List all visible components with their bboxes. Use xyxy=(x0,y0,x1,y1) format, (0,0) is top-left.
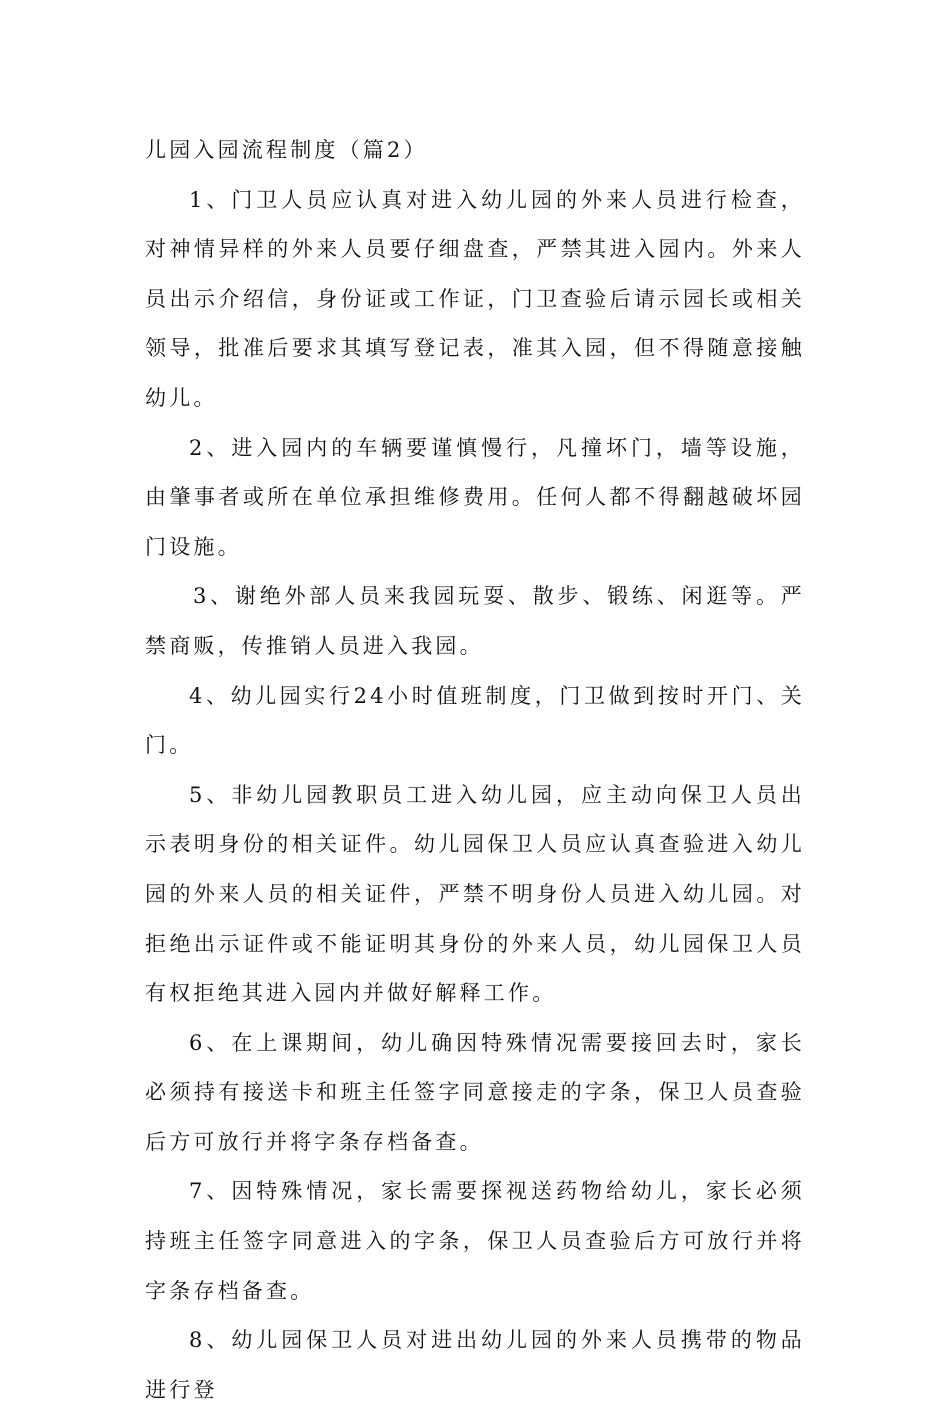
paragraph-1: 1、门卫人员应认真对进入幼儿园的外来人员进行检查，对神情异样的外来人员要仔细盘查，严禁其进入园内。外来人员出示介绍信，身份证或工作证，门卫查验后请示园长或相关领导，批准后要求其填写登记表，准其入园，但不得随意接触幼儿。 xyxy=(145,187,805,410)
paragraph-3: 3、谢绝外部人员来我园玩耍、散步、锻练、闲逛等。严禁商贩，传推销人员进入我园。 xyxy=(145,584,805,658)
document-body xyxy=(145,126,805,1415)
paragraph-4: 4、幼儿园实行24小时值班制度，门卫做到按时开门、关门。 xyxy=(145,683,805,758)
paragraph-6: 6、在上课期间，幼儿确因特殊情况需要接回去时，家长必须持有接送卡和班主任签字同意接走的字条，保卫人员查验后方可放行并将字条存档备查。 xyxy=(145,1030,805,1154)
paragraph-5: 5、非幼儿园教职员工进入幼儿园，应主动向保卫人员出示表明身份的相关证件。幼儿园保卫人员应认真查验进入幼儿园的外来人员的相关证件，严禁不明身份人员进入幼儿园。对拒绝出示证件或不能证明其身份的外来人员，幼儿园保卫人员有权拒绝其进入园内并做好解释工作。 xyxy=(145,782,805,1006)
paragraph-7: 7、因特殊情况，家长需要探视送药物给幼儿，家长必须持班主任签字同意进入的字条，保卫人员查验后方可放行并将字条存档备查。 xyxy=(145,1179,805,1303)
paragraph-8: 8、幼儿园保卫人员对进出幼儿园的外来人员携带的物品进行登 xyxy=(145,1328,805,1402)
paragraph-2: 2、进入园内的车辆要谨慎慢行，凡撞坏门，墙等设施，由肇事者或所在单位承担维修费用。任何人都不得翻越破坏园门设施。 xyxy=(145,435,805,559)
document-title: 儿园入园流程制度（篇2） xyxy=(145,138,428,162)
